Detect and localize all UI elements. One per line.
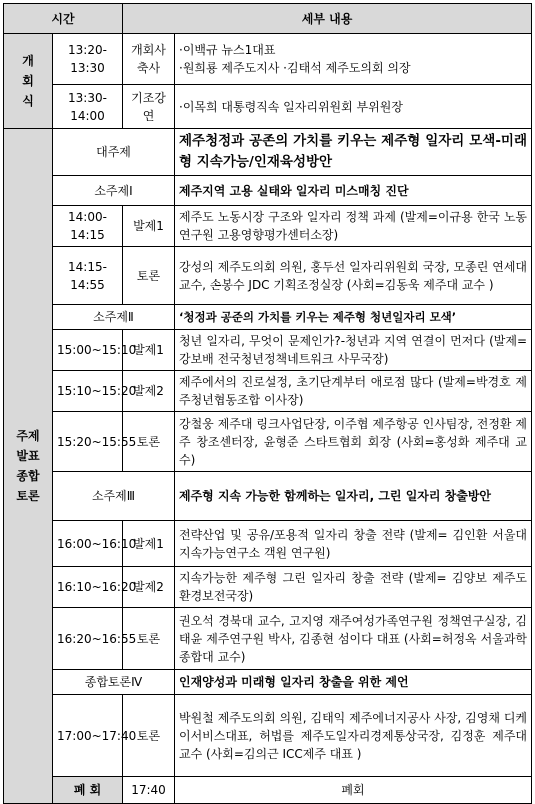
session-detail: ·이목희 대통령직속 일자리위원회 부위원장 <box>175 85 532 129</box>
session-row <box>4 567 532 608</box>
session-row <box>4 371 532 412</box>
subtheme-title: 인재양성과 미래형 일자리 창출을 위한 제언 <box>175 670 532 695</box>
session-type: 발제1 <box>123 330 175 371</box>
session-detail: 제주도 노동시장 구조와 일자리 정책 과제 (발제=이규용 한국 노동연구원 고용영향평가센터소장) <box>175 206 532 247</box>
main-theme-title: 제주청정과 공존의 가치를 키우는 제주형 일자리 모색-미래형 지속가능/인재육성방안 <box>175 129 532 176</box>
main-theme-row <box>4 129 532 176</box>
session-row <box>4 608 532 670</box>
session-row <box>4 412 532 472</box>
session-time: 15:00~15:10 <box>53 330 123 371</box>
closing-category: 폐 회 <box>53 777 123 804</box>
opening-category: 개 회 식 <box>4 34 53 129</box>
session-time: 15:10~15:20 <box>53 371 123 412</box>
session-detail: 박원철 제주도의회 의원, 김태익 제주에너지공사 사장, 김영채 디케이서비스대표, 허법를 제주도일자리경제통상국장, 김정훈 제주대 교수 (사회=김의근 ICC제주 대표 ) <box>175 695 532 777</box>
closing-label: 폐회 <box>175 777 532 804</box>
session-time: 13:30-14:00 <box>53 85 123 129</box>
subtheme-label: 소주제Ⅰ <box>53 176 175 206</box>
session-detail: 청년 일자리, 무엇이 문제인가?-청년과 지역 연결이 먼저다 (발제=강보배 전국청년정책네트워크 사무국장) <box>175 330 532 371</box>
session-time: 14:00-14:15 <box>53 206 123 247</box>
session-detail: ·이백규 뉴스1대표 ·원희룡 제주도지사 ·김태석 제주도의회 의장 <box>175 34 532 85</box>
session-time: 16:10~16:20 <box>53 567 123 608</box>
session-detail: 전략산업 및 공유/포용적 일자리 창출 전략 (발제= 김인환 서울대 지속가능연구소 객원 연구원) <box>175 521 532 567</box>
session-detail: 강성의 제주도의회 의원, 홍두선 일자리위원회 국장, 모종린 연세대교수, 손봉수 JDC 기획조정실장 (사회=김동욱 제주대 교수 ) <box>175 247 532 305</box>
subtheme-row <box>4 472 532 521</box>
session-detail: 지속가능한 제주형 그린 일자리 창출 전략 (발제= 김양보 제주도 환경보전국장) <box>175 567 532 608</box>
session-type: 토론 <box>123 695 175 777</box>
session-type: 발제2 <box>123 371 175 412</box>
subtheme-label: 소주제Ⅱ <box>53 305 175 330</box>
header-detail: 세부 내용 <box>123 4 532 34</box>
session-detail: 권오석 경북대 교수, 고지영 재주여성가족연구원 정책연구실장, 김태윤 제주연구원 박사, 김종현 섬이다 대표 (사회=허정옥 서울과학종합대 교수) <box>175 608 532 670</box>
session-type: 발제2 <box>123 567 175 608</box>
session-row <box>4 695 532 777</box>
subtheme-row <box>4 670 532 695</box>
session-type: 토론 <box>123 412 175 472</box>
subtheme-row <box>4 305 532 330</box>
header-time: 시간 <box>4 4 123 34</box>
session-type: 발제1 <box>123 521 175 567</box>
subtheme-row <box>4 176 532 206</box>
session-time: 13:20-13:30 <box>53 34 123 85</box>
header-row <box>4 4 532 34</box>
schedule-table <box>3 3 532 804</box>
session-type: 기조강연 <box>123 85 175 129</box>
closing-row <box>4 777 532 804</box>
subtheme-title: ‘청정과 공준의 가치를 키우는 제주형 청년일자리 모색’ <box>175 305 532 330</box>
session-type: 개회사 축사 <box>123 34 175 85</box>
session-type: 발제1 <box>123 206 175 247</box>
opening-row <box>4 34 532 85</box>
session-time: 16:00~16:10 <box>53 521 123 567</box>
main-theme-label: 대주제 <box>53 129 175 176</box>
subtheme-label: 종합토론Ⅳ <box>53 670 175 695</box>
session-time: 16:20~16:55 <box>53 608 123 670</box>
session-time: 15:20~15:55 <box>53 412 123 472</box>
subtheme-label: 소주제Ⅲ <box>53 472 175 521</box>
session-row <box>4 521 532 567</box>
session-time: 14:15-14:55 <box>53 247 123 305</box>
closing-time: 17:40 <box>123 777 175 804</box>
subtheme-title: 제주형 지속 가능한 함께하는 일자리, 그린 일자리 창출방안 <box>175 472 532 521</box>
session-detail: 제주에서의 진로설정, 초기단계부터 애로점 많다 (발제=박경호 제주청년협동조합 이사장) <box>175 371 532 412</box>
session-type: 토론 <box>123 608 175 670</box>
keynote-row <box>4 85 532 129</box>
session-row <box>4 206 532 247</box>
forum-category: 주제 발표 종합 토론 <box>4 129 53 804</box>
session-type: 토론 <box>123 247 175 305</box>
session-row <box>4 247 532 305</box>
subtheme-title: 제주지역 고용 실태와 일자리 미스매칭 진단 <box>175 176 532 206</box>
session-time: 17:00~17:40 <box>53 695 123 777</box>
session-row <box>4 330 532 371</box>
session-detail: 강철웅 제주대 링크사업단장, 이주협 제주항공 인사팀장, 전정환 제주 창조센터장, 윤형준 스타트협회 회장 (사회=홍성화 제주대 교수) <box>175 412 532 472</box>
